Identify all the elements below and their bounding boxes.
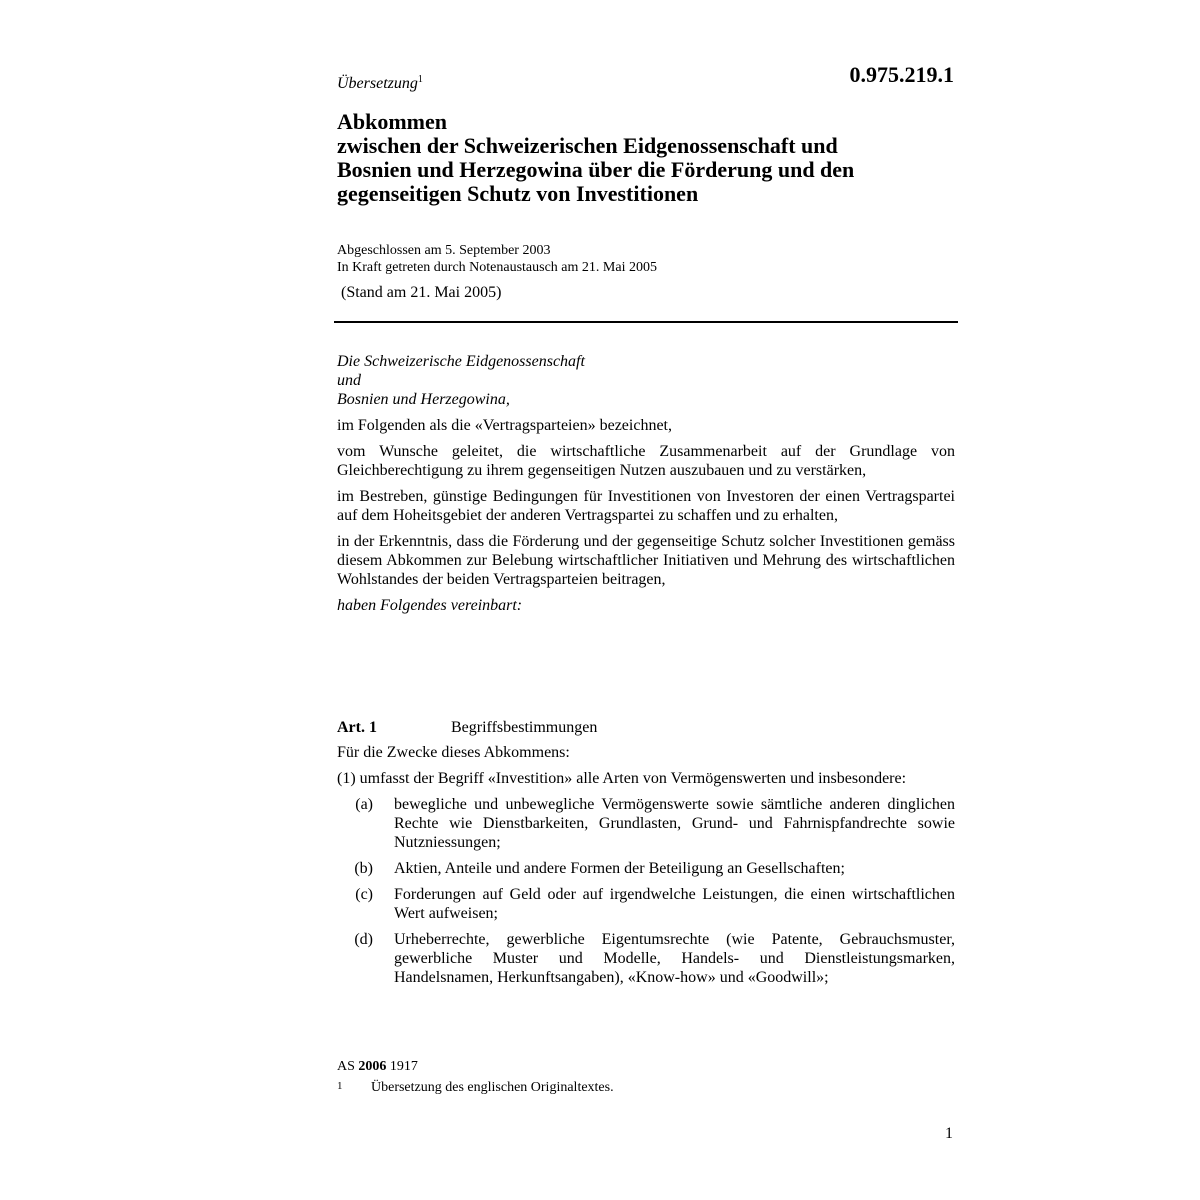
status-date: (Stand am 21. Mai 2005) xyxy=(341,284,502,301)
footnote-number: 1 xyxy=(337,1080,343,1092)
title-line: gegenseitigen Schutz von Investitionen xyxy=(337,181,699,206)
document-title xyxy=(337,110,955,206)
party-conjunction: und xyxy=(337,372,361,389)
document-metadata xyxy=(337,242,955,276)
official-collection-reference xyxy=(337,1059,418,1075)
footnote-text: Übersetzung des englischen Originaltextes. xyxy=(371,1080,614,1095)
list-item xyxy=(337,885,955,923)
as-year: 2006 xyxy=(358,1059,387,1074)
list-label: (a) xyxy=(355,796,373,813)
list-item xyxy=(337,795,955,852)
title-line: zwischen der Schweizerischen Eidgenossenschaft und xyxy=(337,133,838,158)
article-number: Art. 1 xyxy=(337,719,377,736)
party-2: Bosnien und Herzegowina, xyxy=(337,391,510,408)
preamble-paragraph: im Bestreben, günstige Bedingungen für Investitionen von Investoren der einen Vertragspartei auf dem Hoheitsgebiet der anderen Vertragspartei zu schaffen und zu erhalten, xyxy=(337,488,955,524)
article-title: Begriffsbestimmungen xyxy=(451,719,598,736)
concluded-date: Abgeschlossen am 5. September 2003 xyxy=(337,243,551,258)
list-label: (b) xyxy=(354,860,373,877)
page-number: 1 xyxy=(945,1125,953,1142)
title-line: Bosnien und Herzegowina über die Förderung und den xyxy=(337,157,855,182)
footnote xyxy=(337,1080,614,1096)
preamble-paragraph: vom Wunsche geleitet, die wirtschaftliche Zusammenarbeit auf der Grundlage von Gleichberechtigung zu ihrem gegenseitigen Nutzen auszubauen und zu verstärken, xyxy=(337,443,955,479)
article-heading xyxy=(337,718,955,737)
party-1: Die Schweizerische Eidgenossenschaft xyxy=(337,353,585,370)
footnote-ref[interactable]: 1 xyxy=(417,74,423,85)
list-item xyxy=(337,930,955,987)
title-line: Abkommen xyxy=(337,109,448,134)
article-1 xyxy=(337,718,955,994)
list-text: Forderungen auf Geld oder auf irgendwelche Leistungen, die einen wirtschaftlichen Wert aufweisen; xyxy=(394,886,955,922)
list-text: Urheberrechte, gewerbliche Eigentumsrechte (wie Patente, Gebrauchsmuster, gewerbliche Muster und Modelle, Handels- und Dienstleistungsmarken, Handelsnamen, Herkunftsangaben), «Know-how» und «Goodwill»; xyxy=(394,931,955,986)
as-page: 1917 xyxy=(389,1059,418,1074)
as-prefix: AS xyxy=(337,1059,355,1074)
header-divider xyxy=(334,321,958,323)
in-force-date: In Kraft getreten durch Notenaustausch am 21. Mai 2005 xyxy=(337,260,657,275)
article-intro: Für die Zwecke dieses Abkommens: xyxy=(337,744,570,761)
preamble-paragraph: im Folgenden als die «Vertragsparteien» bezeichnet, xyxy=(337,417,672,434)
article-paragraph-1: (1) umfasst der Begriff «Investition» alle Arten von Vermögenswerten und insbesondere: xyxy=(337,770,907,787)
list-label: (c) xyxy=(355,886,373,903)
list-label: (d) xyxy=(354,931,373,948)
preamble xyxy=(337,352,955,622)
list-item xyxy=(337,859,955,878)
sr-number: 0.975.219.1 xyxy=(849,62,954,87)
preamble-paragraph: in der Erkenntnis, dass die Förderung und der gegenseitige Schutz solcher Investitionen gemäss diesem Abkommen zur Belebung wirtschaftlicher Initiativen und Mehrung des wirtschaftlichen Wohlstandes der beiden Vertragsparteien beitragen, xyxy=(337,533,955,588)
list-text: bewegliche und unbewegliche Vermögenswerte sowie sämtliche anderen dinglichen Rechte wie Dienstbarkeiten, Grundlasten, Grund- und Fahrnispfandrechte sowie Nutzniessungen; xyxy=(394,796,955,851)
translation-label: Übersetzung xyxy=(337,75,418,92)
translation-note xyxy=(337,74,423,93)
agreed-clause: haben Folgendes vereinbart: xyxy=(337,597,523,614)
list-text: Aktien, Anteile und andere Formen der Beteiligung an Gesellschaften; xyxy=(394,860,845,877)
